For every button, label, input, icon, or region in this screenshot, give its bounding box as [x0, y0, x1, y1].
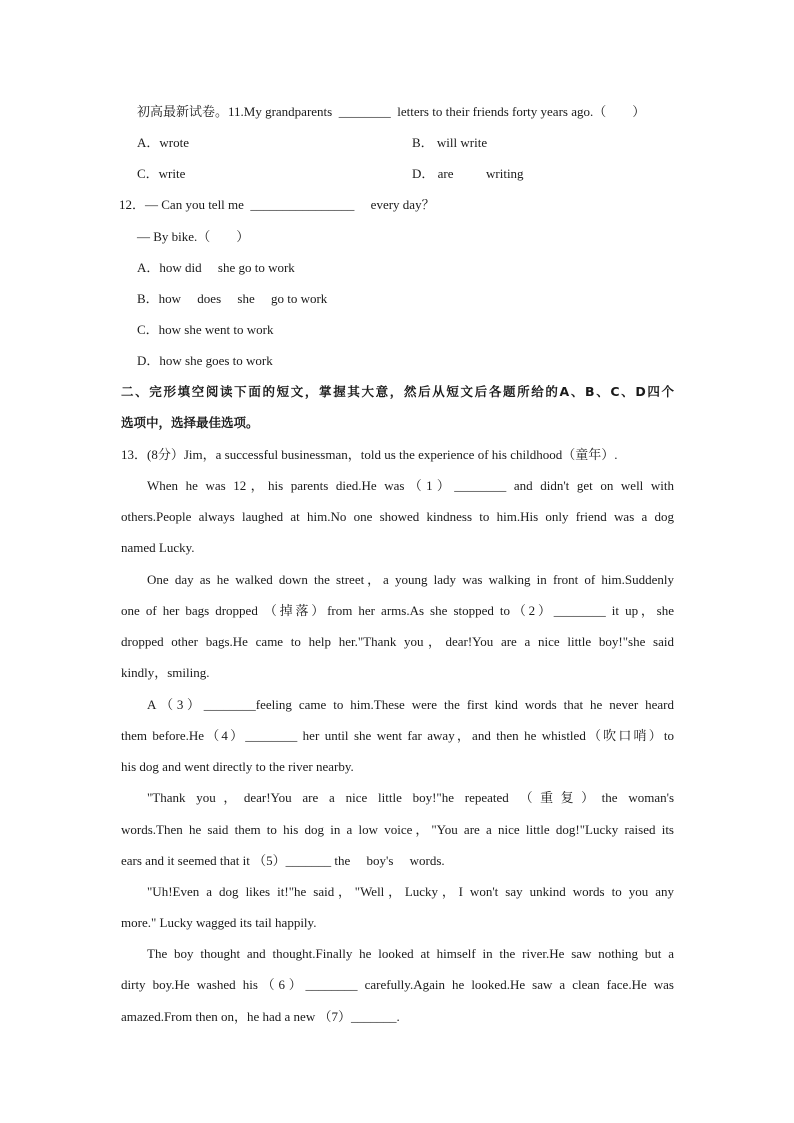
q12-option-c: C．how she went to work [137, 322, 274, 337]
passage-line: "Thank you，dear!You are a nice little boy!"he repeated （重复）the woman's [147, 790, 674, 805]
passage-line: his dog and went directly to the river nearby. [121, 759, 354, 774]
q11-option-c: C．write [137, 166, 186, 181]
passage-line: dropped other bags.He came to help her."Thank you，dear!You are a nice little boy!"she said [121, 634, 674, 649]
passage-line: more." Lucky wagged its tail happily. [121, 915, 317, 930]
passage-line: amazed.From then on，he had a new （7）_______. [121, 1009, 400, 1024]
q13-head: 13．(8分）Jim，a successful businessman，told us the experience of his childhood（童年）. [121, 447, 618, 462]
q12-stem: 12．— Can you tell me ________________ every day？ [119, 197, 435, 212]
q12-option-b: B．how does she go to work [137, 291, 328, 306]
q11-option-b: B． will write [412, 135, 488, 150]
passage-line: One day as he walked down the street，a young lady was walking in front of him.Suddenly [147, 572, 674, 587]
passage-line: ears and it seemed that it （5）_______ the boy's words. [121, 853, 445, 868]
q12-reply: — By bike.（ ） [137, 229, 250, 244]
passage-line: named Lucky. [121, 540, 195, 555]
q12-option-d: D．how she goes to work [137, 353, 273, 368]
passage-line: When he was 12，his parents died.He was（1）________ and didn't get on well with [147, 478, 674, 493]
q11-stem: 初高最新试卷。11.My grandparents ________ letters to their friends forty years ago.（ ） [137, 104, 646, 119]
passage-line: A（3）________feeling came to him.These were the first kind words that he never heard [147, 697, 674, 712]
q11-option-d: D． are writing [412, 166, 524, 181]
passage-line: one of her bags dropped （掉落）from her arms.As she stopped to（2）________ it up，she [121, 603, 674, 618]
passage-line: The boy thought and thought.Finally he looked at himself in the river.He saw nothing but a [147, 946, 674, 961]
passage-line: "Uh!Even a dog likes it!"he said，"Well，Lucky，I won't say unkind words to you any [147, 884, 674, 899]
q11-option-a: A．wrote [137, 135, 189, 150]
passage-line: others.People always laughed at him.No one showed kindness to him.His only friend was a dog [121, 509, 674, 524]
passage-line: words.Then he said them to his dog in a low voice，"You are a nice little dog!"Lucky raised its [121, 822, 674, 837]
passage-line: dirty boy.He washed his（6）________ carefully.Again he looked.He saw a clean face.He was [121, 977, 674, 992]
passage-line: them before.He（4）________ her until she went far away，and then he whistled（吹口哨）to [121, 728, 674, 743]
q12-option-a: A．how did she go to work [137, 260, 295, 275]
section-heading-line1: 二、完形填空阅读下面的短文，掌握其大意，然后从短文后各题所给的A、B、C、D四个 [121, 384, 674, 399]
passage-line: kindly，smiling. [121, 665, 210, 680]
section-heading-line2: 选项中，选择最佳选项。 [121, 415, 259, 430]
